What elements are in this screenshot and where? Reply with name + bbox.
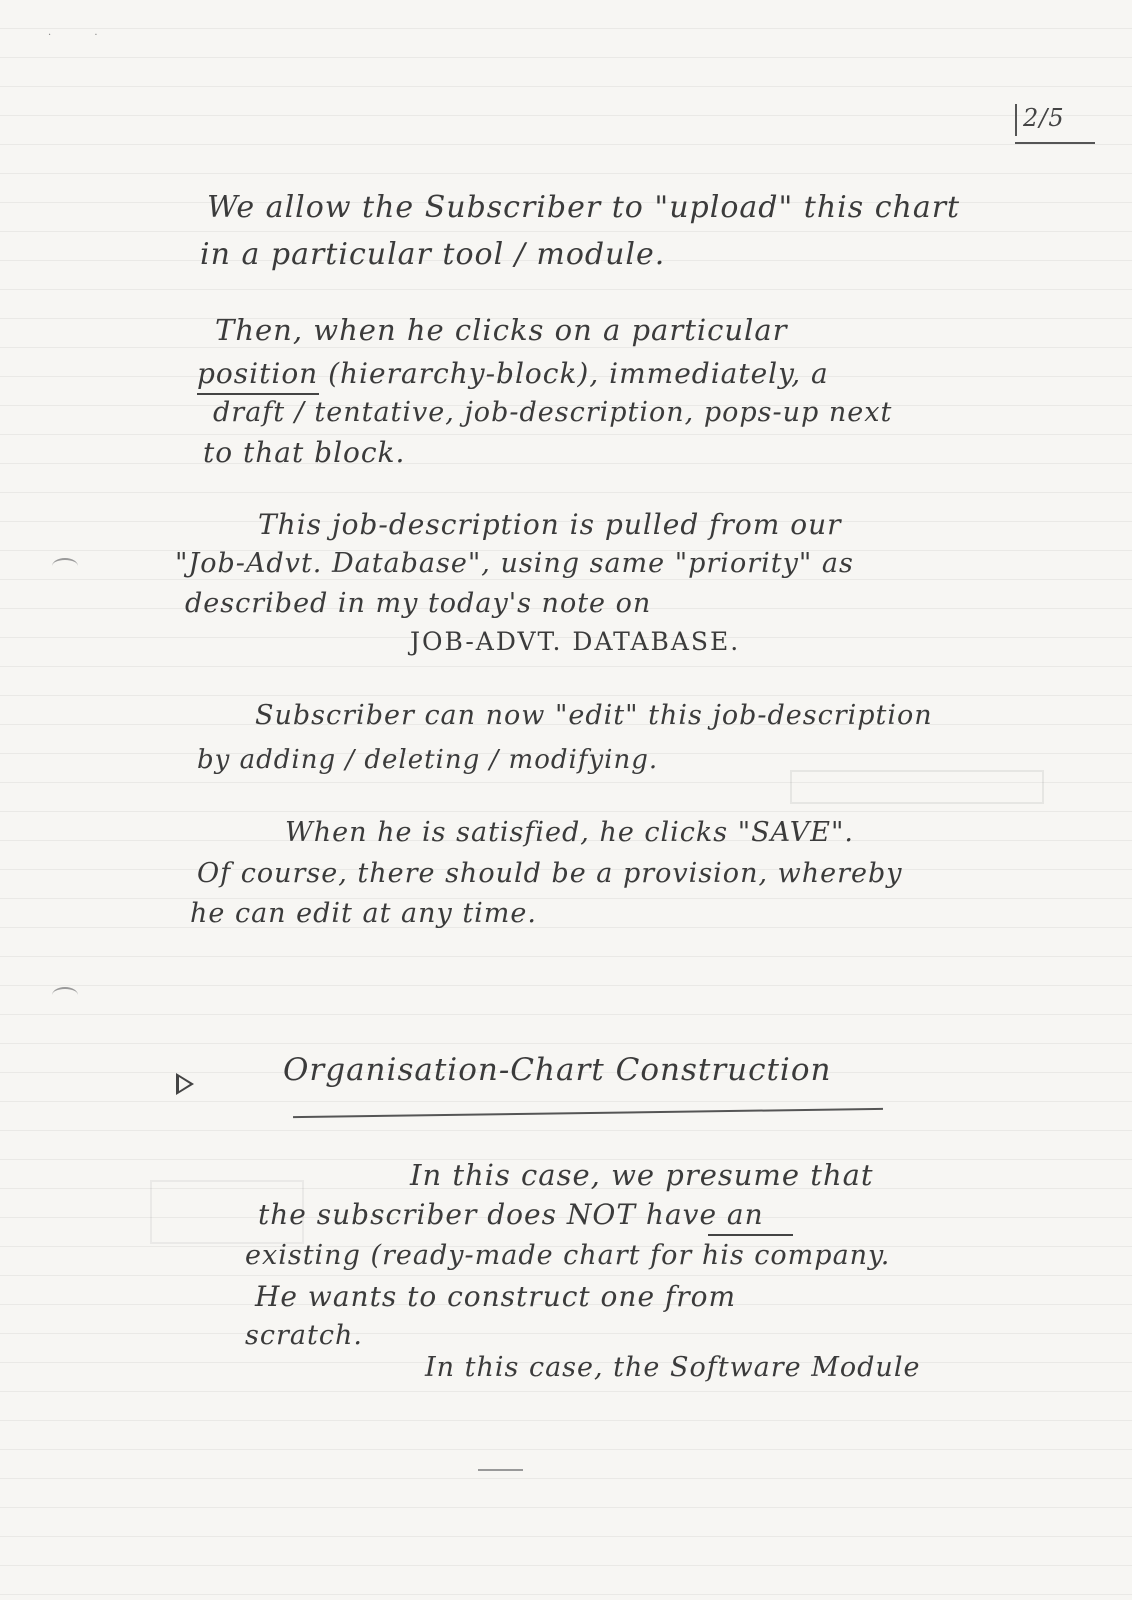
bleed-through-box xyxy=(790,770,1044,804)
text-line: JOB-ADVT. DATABASE. xyxy=(410,627,741,656)
text-line: This job-description is pulled from our xyxy=(258,508,842,541)
punch-hole-top xyxy=(52,558,78,574)
punch-hole-bottom xyxy=(52,987,78,1003)
text-line: to that block. xyxy=(203,436,406,469)
text-line: We allow the Subscriber to "upload" this chart xyxy=(207,190,961,225)
scan-specks: · · xyxy=(48,30,118,41)
section-heading: Organisation-Chart Construction xyxy=(283,1052,832,1088)
text-line: position (hierarchy-block), immediately, a xyxy=(197,357,829,390)
page-number: 2/5 xyxy=(1015,104,1065,136)
text-line: draft / tentative, job-description, pops-up next xyxy=(213,397,893,428)
text-line: he can edit at any time. xyxy=(190,898,537,929)
text-line: Subscriber can now "edit" this job-description xyxy=(255,700,933,731)
text-line: He wants to construct one from xyxy=(255,1280,737,1313)
underline-not xyxy=(708,1234,793,1236)
text-line: Of course, there should be a provision, whereby xyxy=(197,858,903,889)
text-line: When he is satisfied, he clicks "SAVE". xyxy=(285,817,855,848)
text-line: Then, when he clicks on a particular xyxy=(215,313,788,347)
text-line: in a particular tool / module. xyxy=(200,237,666,272)
text-line: In this case, the Software Module xyxy=(425,1352,921,1383)
text-line: the subscriber does NOT have an xyxy=(258,1198,764,1231)
text-line: by adding / deleting / modifying. xyxy=(197,745,659,775)
page-number-rule xyxy=(1015,142,1095,144)
text-line: In this case, we presume that xyxy=(410,1158,874,1192)
heading-underline xyxy=(293,1108,883,1118)
bottom-dash-mark xyxy=(478,1469,523,1471)
text-line: "Job-Advt. Database", using same "priority" as xyxy=(175,548,854,579)
text-line: existing (ready-made chart for his company. xyxy=(245,1240,891,1271)
text-line: described in my today's note on xyxy=(185,588,652,619)
text-line: scratch. xyxy=(245,1320,363,1351)
underline-position xyxy=(197,393,319,395)
triangle-bullet-icon xyxy=(176,1073,194,1095)
